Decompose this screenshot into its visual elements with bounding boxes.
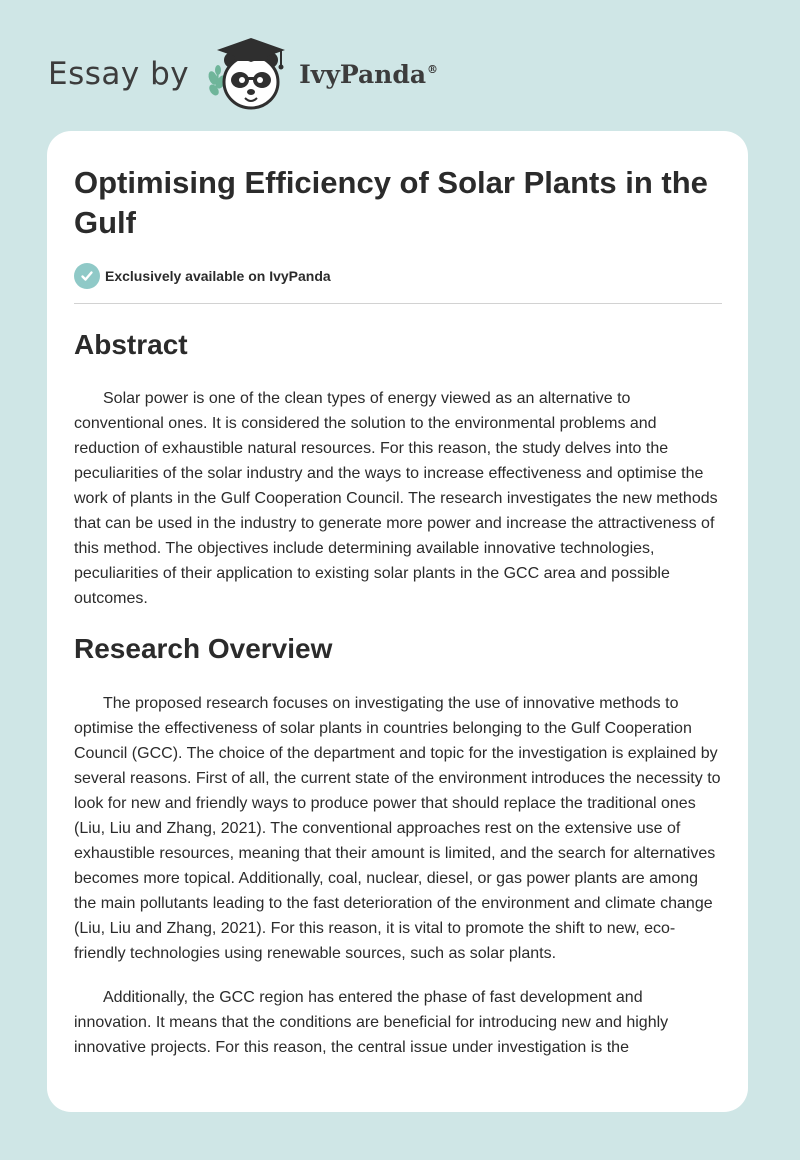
registered-mark: ®: [427, 63, 439, 77]
document-card: [47, 131, 748, 1112]
brand-header[interactable]: [48, 34, 438, 114]
check-circle-icon: [74, 263, 100, 289]
panda-logo-icon: [205, 34, 297, 114]
research-paragraph-1: The proposed research focuses on investigating the use of innovative methods to optimise the effectiveness of solar plants in countries belonging to the Gulf Cooperation Council (GCC). The choice of the department and topic for the investigation is explained by several reasons. First of all, the current state of the environment introduces the necessity to look for new and friendly ways to produce power that should replace the traditional ones (Liu, Liu and Zhang, 2021). The conventional approaches rest on the extensive use of exhaustible resources, meaning that their amount is limited, and the search for alternatives becomes more topical. Additionally, coal, nuclear, diesel, or gas power plants are among the main pollutants leading to the fast deterioration of the environment and climate change (Liu, Liu and Zhang, 2021). For this reason, it is vital to promote the shift to new, eco-friendly technologies using renewable sources, such as solar plants.: [74, 695, 721, 962]
brand-prefix: Essay by: [48, 56, 190, 92]
exclusive-badge: [74, 263, 722, 289]
section-heading-research-overview: Research Overview: [74, 633, 333, 664]
research-paragraph-2: Additionally, the GCC region has entered the phase of fast development and innovation. It means that the conditions are beneficial for introducing new and highly innovative projects. For this reason, the central issue under investigation is the: [74, 989, 669, 1056]
brand-name: IvyPanda®: [299, 59, 439, 89]
section-heading-abstract: Abstract: [74, 329, 188, 360]
badge-text: Exclusively available on IvyPanda: [105, 268, 331, 284]
abstract-paragraph: Solar power is one of the clean types of energy viewed as an alternative to conventional ones. It is considered the solution to the environmental problems and reduction of exhaustible natural resources. For this reason, the study delves into the peculiarities of the solar industry and the ways to increase effectiveness and optimise the work of plants in the Gulf Cooperation Council. The research investigates the new methods that can be used in the industry to generate more power and increase the attractiveness of this method. The objectives include determining available innovative technologies, peculiarities of their application to existing solar plants in the GCC area and possible outcomes.: [74, 390, 718, 607]
page-title: Optimising Efficiency of Solar Plants in the Gulf: [74, 165, 708, 240]
divider: [74, 303, 722, 304]
document-content: [47, 131, 748, 1060]
